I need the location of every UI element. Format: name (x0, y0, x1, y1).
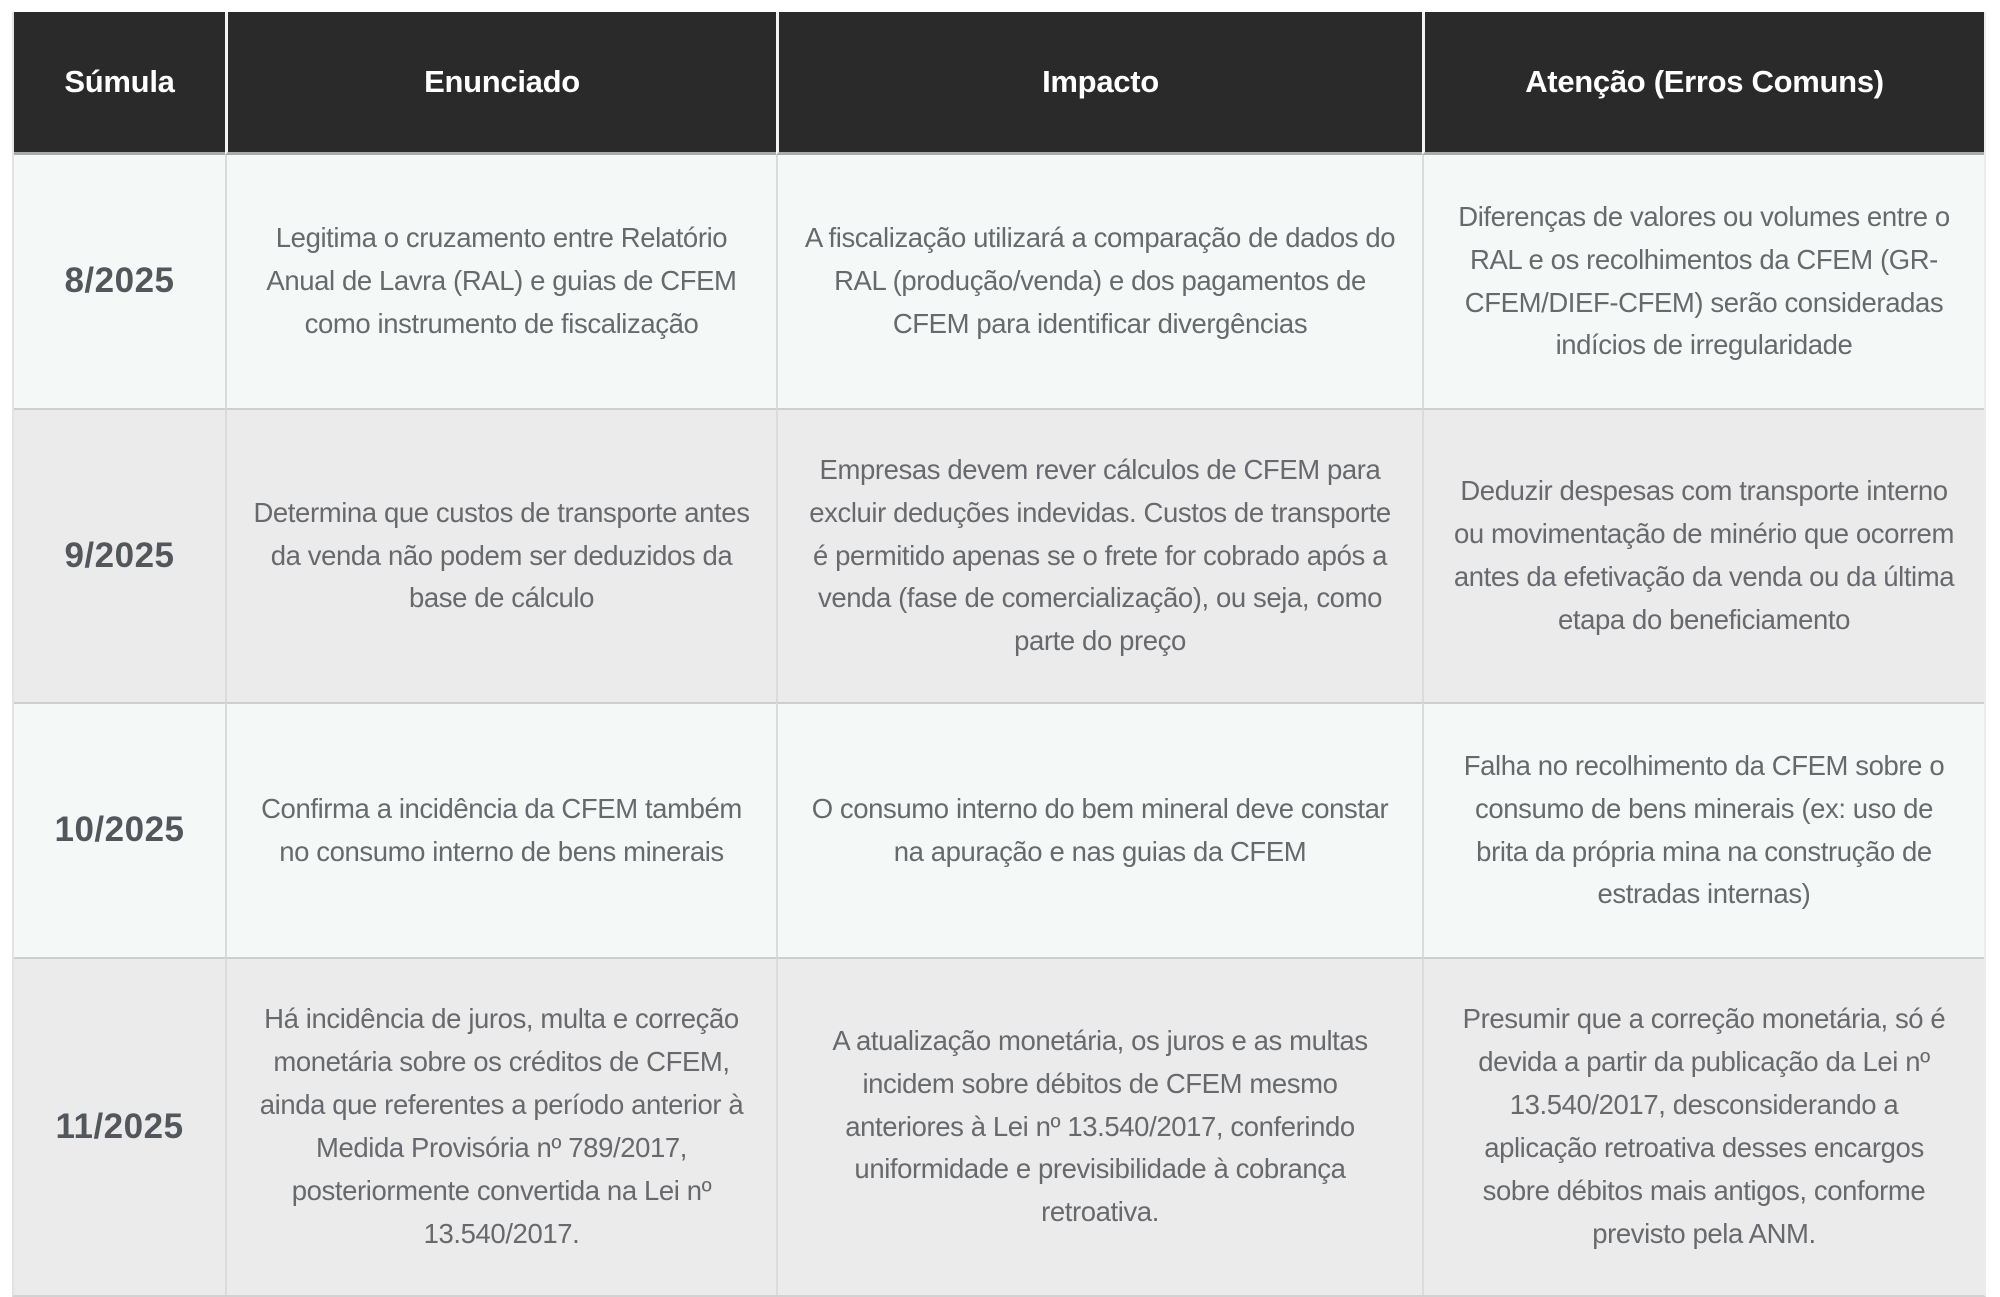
table-row (14, 155, 1984, 408)
table-row (14, 408, 1984, 702)
col-header-sumula: Súmula (14, 12, 225, 155)
sumula-cell: 9/2025 (14, 408, 225, 702)
table-body (14, 155, 1984, 1295)
enunciado-cell: Determina que custos de transporte antes da venda não podem ser deduzidos da base de cálculo (225, 408, 776, 702)
atencao-cell: Falha no recolhimento da CFEM sobre o consumo de bens minerais (ex: uso de brita da própria mina na construção de estradas internas) (1422, 702, 1984, 957)
impacto-cell: A atualização monetária, os juros e as multas incidem sobre débitos de CFEM mesmo anteriores à Lei nº 13.540/2017, conferindo uniformidade e previsibilidade à cobrança retroativa. (776, 957, 1422, 1295)
header-row (14, 12, 1984, 155)
atencao-cell: Diferenças de valores ou volumes entre o RAL e os recolhimentos da CFEM (GR-CFEM/DIEF-CFEM) serão consideradas indícios de irregularidade (1422, 155, 1984, 408)
table-row (14, 957, 1984, 1295)
impacto-cell: A fiscalização utilizará a comparação de dados do RAL (produção/venda) e dos pagamentos de CFEM para identificar divergências (776, 155, 1422, 408)
col-header-atencao: Atenção (Erros Comuns) (1422, 12, 1984, 155)
impacto-cell: O consumo interno do bem mineral deve constar na apuração e nas guias da CFEM (776, 702, 1422, 957)
sumulas-table-container (12, 12, 1986, 1297)
sumulas-table (12, 12, 1986, 1297)
enunciado-cell: Legitima o cruzamento entre Relatório Anual de Lavra (RAL) e guias de CFEM como instrumento de fiscalização (225, 155, 776, 408)
sumula-cell: 10/2025 (14, 702, 225, 957)
enunciado-cell: Há incidência de juros, multa e correção monetária sobre os créditos de CFEM, ainda que referentes a período anterior à Medida Provisória nº 789/2017, posteriormente convertida na Lei nº 13.540/2017. (225, 957, 776, 1295)
impacto-cell: Empresas devem rever cálculos de CFEM para excluir deduções indevidas. Custos de transporte é permitido apenas se o frete for cobrado após a venda (fase de comercialização), ou seja, como parte do preço (776, 408, 1422, 702)
col-header-impacto: Impacto (776, 12, 1422, 155)
col-header-enunciado: Enunciado (225, 12, 776, 155)
sumula-cell: 11/2025 (14, 957, 225, 1295)
atencao-cell: Presumir que a correção monetária, só é devida a partir da publicação da Lei nº 13.540/2017, desconsiderando a aplicação retroativa desses encargos sobre débitos mais antigos, conforme previsto pela ANM. (1422, 957, 1984, 1295)
table-row (14, 702, 1984, 957)
sumula-cell: 8/2025 (14, 155, 225, 408)
table-header (14, 12, 1984, 155)
atencao-cell: Deduzir despesas com transporte interno ou movimentação de minério que ocorrem antes da efetivação da venda ou da última etapa do beneficiamento (1422, 408, 1984, 702)
enunciado-cell: Confirma a incidência da CFEM também no consumo interno de bens minerais (225, 702, 776, 957)
